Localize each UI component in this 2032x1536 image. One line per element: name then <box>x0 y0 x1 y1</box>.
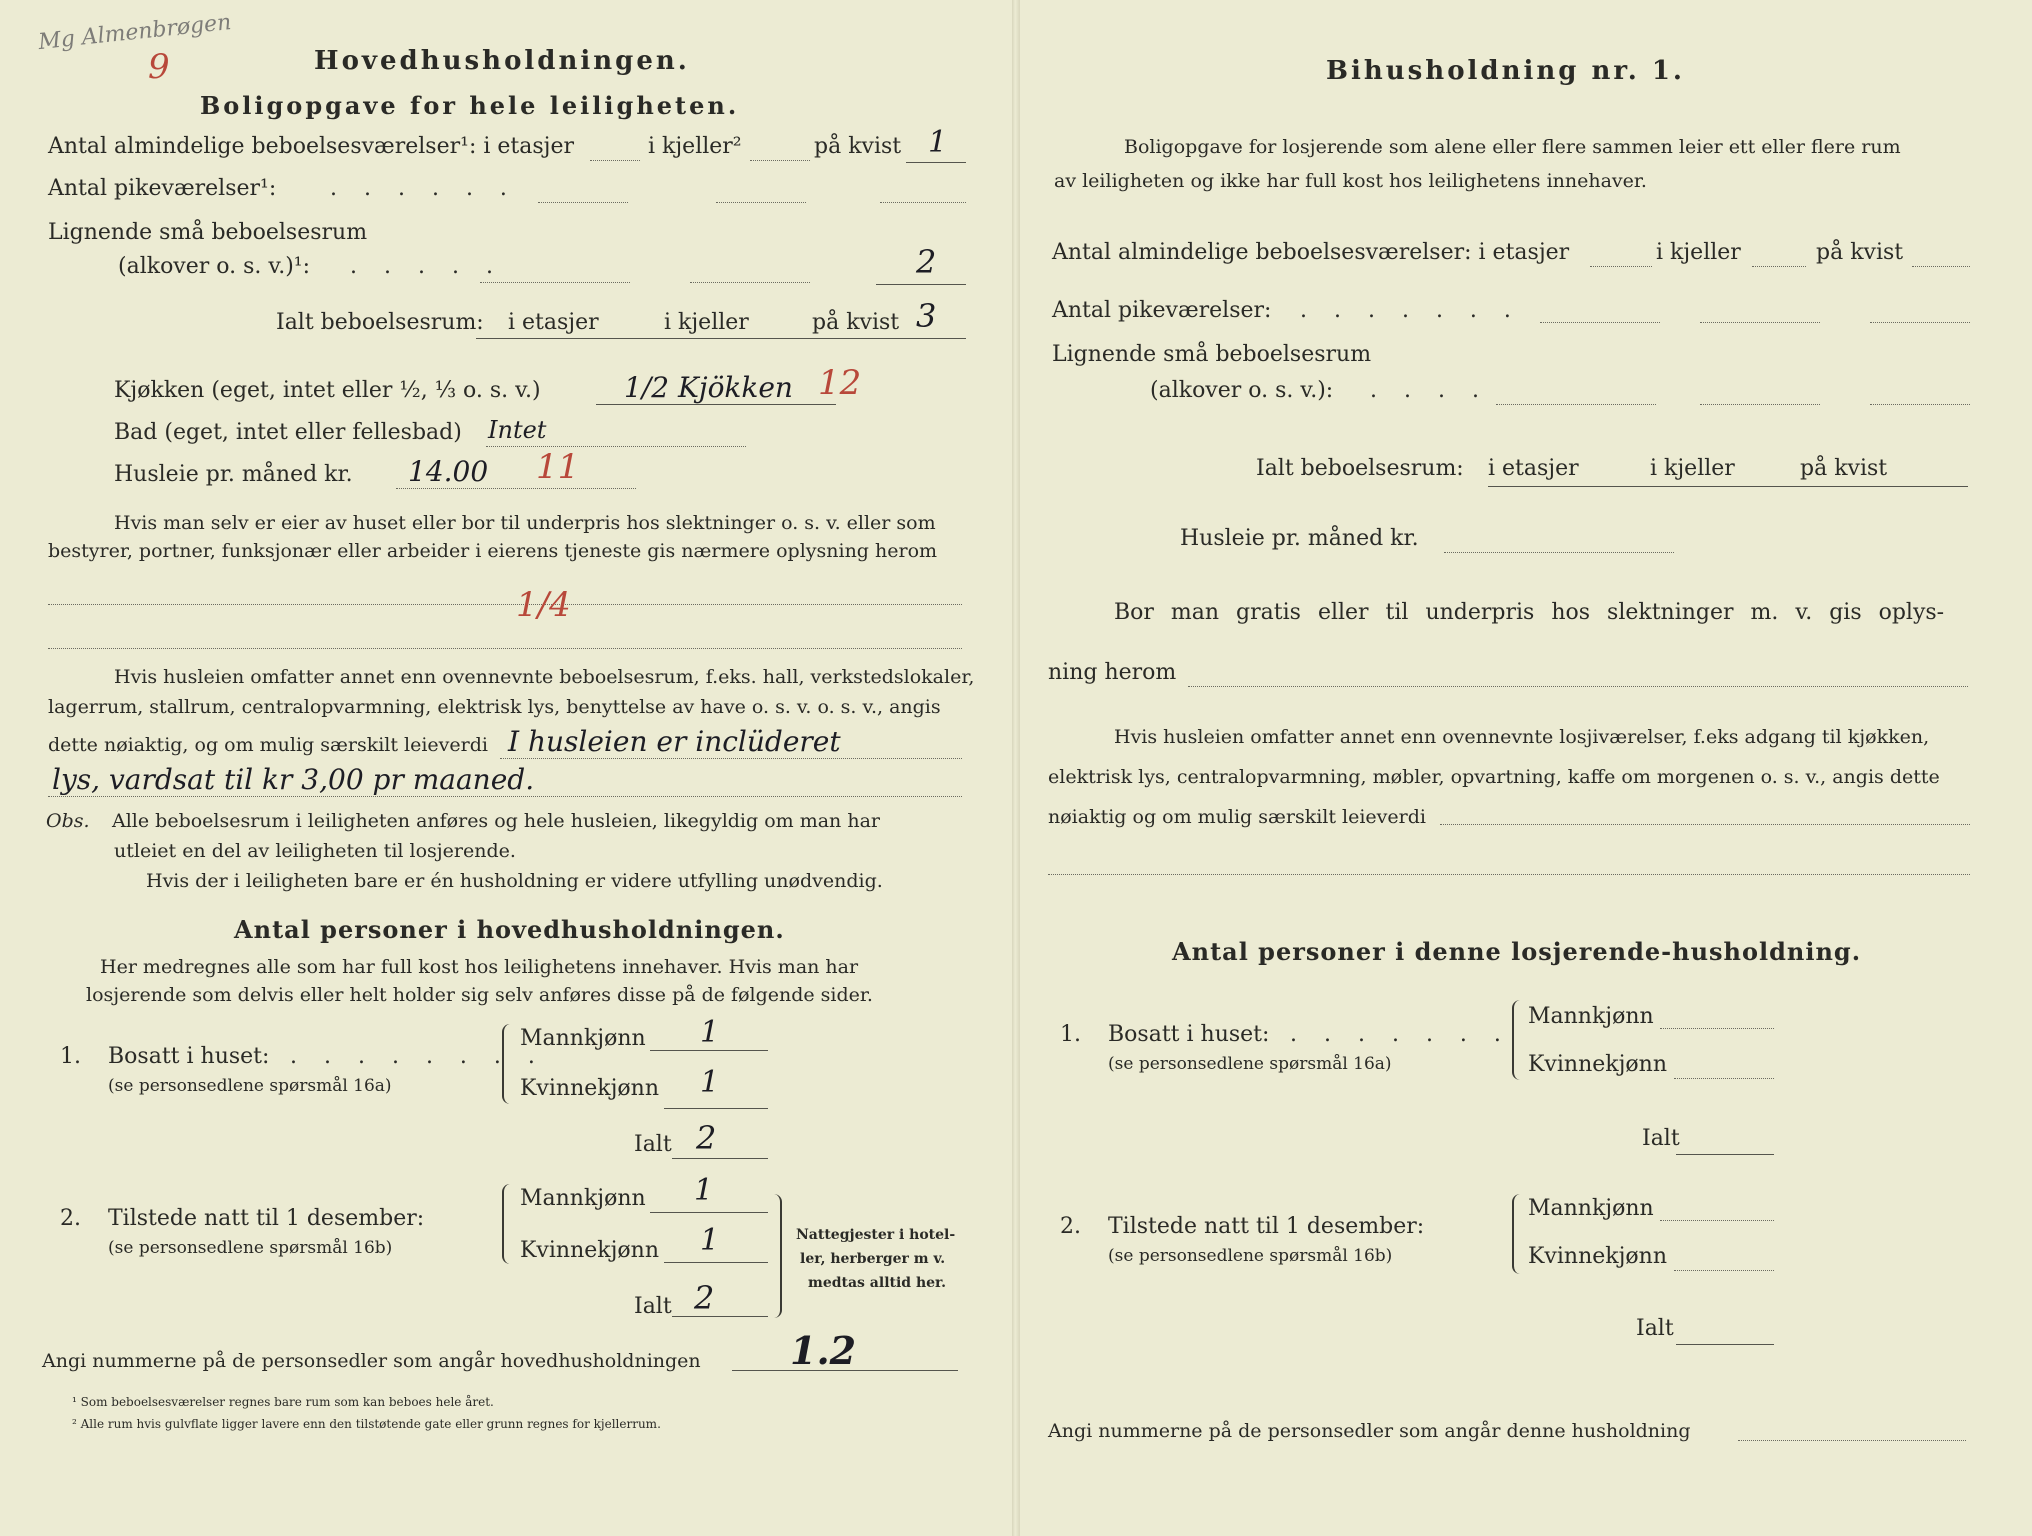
right-bor-line <box>1188 686 1968 687</box>
left-para1-line1: Hvis man selv er eier av huset eller bor til underpris hos slektninger o. s. v. eller som <box>114 512 936 534</box>
left-q2-number: 2. <box>60 1206 81 1231</box>
right-q2-brace <box>1512 1194 1524 1274</box>
left-para1-answer-line-2 <box>48 648 962 649</box>
right-row1-etasjer-line <box>1590 266 1652 267</box>
right-q2-ialt-label: Ialt <box>1636 1316 1674 1341</box>
right-q2-mann-line <box>1660 1220 1774 1221</box>
right-para-line2: elektrisk lys, centralopvarmning, møbler, opvartning, kaffe om morgenen o. s. v., angis dette <box>1048 766 1940 788</box>
left-row1-etasjer-line <box>590 160 640 161</box>
right-q2-mann-label: Mannkjønn <box>1528 1196 1654 1221</box>
left-para2-handwritten-1: I husleien er inclüderet <box>508 725 841 758</box>
right-ialt-underline <box>1488 486 1968 487</box>
right-row2-line-2 <box>1700 322 1820 323</box>
left-kjokken-label: Kjøkken (eget, intet eller ½, ⅓ o. s. v.) <box>114 378 541 403</box>
left-row2-dots: . . . . . . <box>330 176 517 201</box>
left-q1-mann-label: Mannkjønn <box>520 1026 646 1051</box>
right-row3-line-1 <box>1496 404 1656 405</box>
left-para2-line3: dette nøiaktig, og om mulig særskilt leieverdi <box>48 734 488 756</box>
left-angi-line <box>732 1370 958 1371</box>
left-q2-mann-label: Mannkjønn <box>520 1186 646 1211</box>
left-q2-brace <box>502 1184 514 1264</box>
left-angi-label: Angi nummerne på de personsedler som angår hovedhusholdningen <box>42 1350 701 1372</box>
right-row1-kjeller: i kjeller <box>1656 240 1741 265</box>
left-obs-line3: Hvis der i leiligheten bare er én husholdning er videre utfylling unødvendig. <box>146 870 883 892</box>
right-ialt-kvist: på kvist <box>1800 456 1888 481</box>
right-husleie-label: Husleie pr. måned kr. <box>1180 526 1419 551</box>
right-row3-dots: . . . . <box>1370 378 1489 403</box>
left-q2-mann-line <box>650 1212 768 1213</box>
left-persons-line1: Her medregnes alle som har full kost hos leilighetens innehaver. Hvis man har <box>100 956 859 978</box>
left-q1-brace <box>502 1024 514 1104</box>
left-row3-line-2 <box>690 282 810 283</box>
right-row3-sub: (alkover o. s. v.): <box>1150 378 1334 403</box>
left-para2-line-a <box>500 758 962 759</box>
left-nattegjester-line3: medtas alltid her. <box>808 1275 947 1291</box>
left-para2-handwritten-2: lys, vardsat til kr 3,00 pr maaned. <box>52 763 535 796</box>
left-row1-kjeller: i kjeller² <box>648 134 742 159</box>
left-row3-line-1 <box>480 282 630 283</box>
right-ialt-label: Ialt beboelsesrum: <box>1256 456 1464 481</box>
left-subtitle: Boligopgave for hele leiligheten. <box>200 91 740 120</box>
left-q1-ialt-line <box>672 1158 768 1159</box>
right-q2-kvinne-label: Kvinnekjønn <box>1528 1244 1667 1269</box>
left-q2-sub: (se personsedlene spørsmål 16b) <box>108 1238 393 1258</box>
left-bad-value: Intet <box>488 416 547 444</box>
left-q1-label: Bosatt i huset: <box>108 1044 270 1069</box>
right-q1-number: 1. <box>1060 1022 1081 1047</box>
right-row3-line-2 <box>1700 404 1820 405</box>
left-row3-value: 2 <box>916 243 937 281</box>
right-q1-label: Bosatt i huset: <box>1108 1022 1270 1047</box>
left-row3-sub: (alkover o. s. v.)¹: <box>118 254 311 279</box>
left-ialt-etasjer: i etasjer <box>508 310 599 335</box>
red-household-number: 9 <box>148 47 170 87</box>
page-fold <box>1012 0 1020 1536</box>
pencil-note: Mg Almenbrøgen <box>37 9 233 56</box>
left-obs-line1: Alle beboelsesrum i leiligheten anføres og hele husleien, likegyldig om man har <box>112 810 880 832</box>
left-bad-label: Bad (eget, intet eller fellesbad) <box>114 420 462 445</box>
left-q1-kvinne-line <box>664 1108 768 1109</box>
left-q1-ialt-label: Ialt <box>634 1132 672 1157</box>
right-q2-ialt-line <box>1676 1344 1774 1345</box>
left-row2-line-3 <box>880 202 966 203</box>
left-title: Hovedhusholdningen. <box>314 46 690 76</box>
left-q2-ialt-value: 2 <box>694 1279 715 1317</box>
right-q1-ialt-line <box>1676 1154 1774 1155</box>
left-nattegjester-line2: ler, herberger m v. <box>800 1251 946 1267</box>
left-row1-label: Antal almindelige beboelsesværelser¹: i etasjer <box>48 134 575 159</box>
right-row2-dots: . . . . . . . <box>1300 298 1521 323</box>
left-husleie-red: 11 <box>536 447 580 487</box>
left-row1-kvist: på kvist <box>814 134 902 159</box>
right-q1-kvinne-label: Kvinnekjønn <box>1528 1052 1667 1077</box>
left-para1-line2: bestyrer, portner, funksjonær eller arbeider i eierens tjeneste gis nærmere oplysning herom <box>48 540 938 562</box>
left-row1-kvist-line <box>906 162 966 163</box>
left-q1-kvinne-value: 1 <box>700 1065 720 1100</box>
left-q2-label: Tilstede natt til 1 desember: <box>108 1206 425 1231</box>
right-q2-label: Tilstede natt til 1 desember: <box>1108 1214 1425 1239</box>
left-q2-kvinne-line <box>664 1262 768 1263</box>
left-para1-answer-line-1 <box>48 604 962 605</box>
left-angi-value: 1.2 <box>790 1328 857 1373</box>
left-para1-red: 1/4 <box>516 585 571 625</box>
left-footnote-2: ² Alle rum hvis gulvflate ligger lavere enn den tilstøtende gate eller grunn regnes for kjellerrum. <box>72 1417 661 1431</box>
left-kjokken-line <box>596 404 836 405</box>
left-row3-line-3 <box>876 284 966 285</box>
right-row2-line-3 <box>1870 322 1970 323</box>
left-obs-label: Obs. <box>46 810 90 832</box>
left-ialt-kvist-value: 3 <box>916 297 937 335</box>
left-q2-ialt-label: Ialt <box>634 1294 672 1319</box>
left-para2-line-b <box>48 796 962 797</box>
left-row3-dots: . . . . . <box>350 254 503 279</box>
left-footnote-1: ¹ Som beboelsesværelser regnes bare rum som kan beboes hele året. <box>72 1395 494 1409</box>
left-persons-line2: losjerende som delvis eller helt holder sig selv anføres disse på de følgende sider. <box>86 984 873 1006</box>
right-husleie-line <box>1444 552 1674 553</box>
right-row1-kvist-line <box>1912 266 1970 267</box>
right-title: Bihusholdning nr. 1. <box>1326 56 1685 86</box>
right-row2-line-1 <box>1540 322 1660 323</box>
right-angi-line <box>1738 1440 1966 1441</box>
right-row1-kjeller-line <box>1752 266 1806 267</box>
left-kjokken-red: 12 <box>818 363 862 403</box>
right-ialt-etasjer: i etasjer <box>1488 456 1579 481</box>
left-row3-label: Lignende små beboelsesrum <box>48 220 368 245</box>
right-persons-title: Antal personer i denne losjerende-husholdning. <box>1172 937 1862 966</box>
right-angi-label: Angi nummerne på de personsedler som angår denne husholdning <box>1048 1420 1691 1442</box>
left-bad-line <box>486 446 746 447</box>
left-q1-number: 1. <box>60 1044 81 1069</box>
left-kjokken-value: 1/2 Kjökken <box>624 371 793 404</box>
left-ialt-underline <box>476 338 966 339</box>
right-bor-line1: Bor man gratis eller til underpris hos slektninger m. v. gis oplys- <box>1114 600 1945 625</box>
left-row2-line-1 <box>538 202 628 203</box>
right-row1-kvist: på kvist <box>1816 240 1904 265</box>
right-row2-label: Antal pikeværelser: <box>1052 298 1272 323</box>
left-q2-mann-value: 1 <box>694 1173 714 1208</box>
right-para-line1: Hvis husleien omfatter annet enn ovennevnte losjiværelser, f.eks adgang til kjøkken, <box>1114 726 1930 748</box>
left-q2-kvinne-value: 1 <box>700 1223 720 1258</box>
left-husleie-line <box>396 488 636 489</box>
left-row2-label: Antal pikeværelser¹: <box>48 176 277 201</box>
right-intro-line2: av leiligheten og ikke har full kost hos leilighetens innehaver. <box>1054 170 1647 192</box>
left-q2-kvinne-label: Kvinnekjønn <box>520 1238 659 1263</box>
right-para-line3: nøiaktig og om mulig særskilt leieverdi <box>1048 806 1426 828</box>
right-q1-dots: . . . . . . . <box>1290 1022 1511 1047</box>
right-row3-label: Lignende små beboelsesrum <box>1052 342 1372 367</box>
left-nattegjester-line1: Nattegjester i hotel- <box>796 1227 956 1243</box>
right-q1-mann-label: Mannkjønn <box>1528 1004 1654 1029</box>
left-row1-kjeller-line <box>750 160 810 161</box>
left-ialt-label: Ialt beboelsesrum: <box>276 310 484 335</box>
left-row1-kvist-value: 1 <box>928 125 948 160</box>
left-para2-line2: lagerrum, stallrum, centralopvarmning, elektrisk lys, benyttelse av have o. s. v. o. s. v., angis <box>48 696 941 718</box>
left-husleie-value: 14.00 <box>408 455 489 488</box>
left-ialt-kvist: på kvist <box>812 310 900 335</box>
left-ialt-kjeller: i kjeller <box>664 310 749 335</box>
left-q1-dots: . . . . . . . . <box>290 1044 545 1069</box>
left-row2-line-2 <box>716 202 806 203</box>
left-para2-line1: Hvis husleien omfatter annet enn ovennevnte beboelsesrum, f.eks. hall, verkstedslokaler, <box>114 666 975 688</box>
right-q1-mann-line <box>1660 1028 1774 1029</box>
left-q1-mann-line <box>650 1050 768 1051</box>
right-row3-line-3 <box>1870 404 1970 405</box>
right-q1-kvinne-line <box>1674 1078 1774 1079</box>
left-persons-title: Antal personer i hovedhusholdningen. <box>234 915 785 944</box>
left-husleie-label: Husleie pr. måned kr. <box>114 462 353 487</box>
right-q1-sub: (se personsedlene spørsmål 16a) <box>1108 1054 1392 1074</box>
right-q2-number: 2. <box>1060 1214 1081 1239</box>
left-q1-ialt-value: 2 <box>696 1119 717 1157</box>
left-q1-kvinne-label: Kvinnekjønn <box>520 1076 659 1101</box>
left-q2-ialt-line <box>672 1316 768 1317</box>
left-q1-sub: (se personsedlene spørsmål 16a) <box>108 1076 392 1096</box>
right-bor-line2: ning herom <box>1048 660 1177 685</box>
right-q2-sub: (se personsedlene spørsmål 16b) <box>1108 1246 1393 1266</box>
right-ialt-kjeller: i kjeller <box>1650 456 1735 481</box>
right-para-line-a <box>1440 824 1970 825</box>
left-q1-mann-value: 1 <box>700 1015 720 1050</box>
right-q1-ialt-label: Ialt <box>1642 1126 1680 1151</box>
left-obs-line2: utleiet en del av leiligheten til losjerende. <box>114 840 516 862</box>
right-row1-label: Antal almindelige beboelsesværelser: i etasjer <box>1052 240 1570 265</box>
right-intro-line1: Boligopgave for losjerende som alene eller flere sammen leier ett eller flere rum <box>1124 136 1901 158</box>
right-q1-brace <box>1512 1000 1524 1080</box>
right-para-line-b <box>1048 874 1970 875</box>
right-q2-kvinne-line <box>1674 1270 1774 1271</box>
left-q2-right-brace <box>770 1194 782 1318</box>
